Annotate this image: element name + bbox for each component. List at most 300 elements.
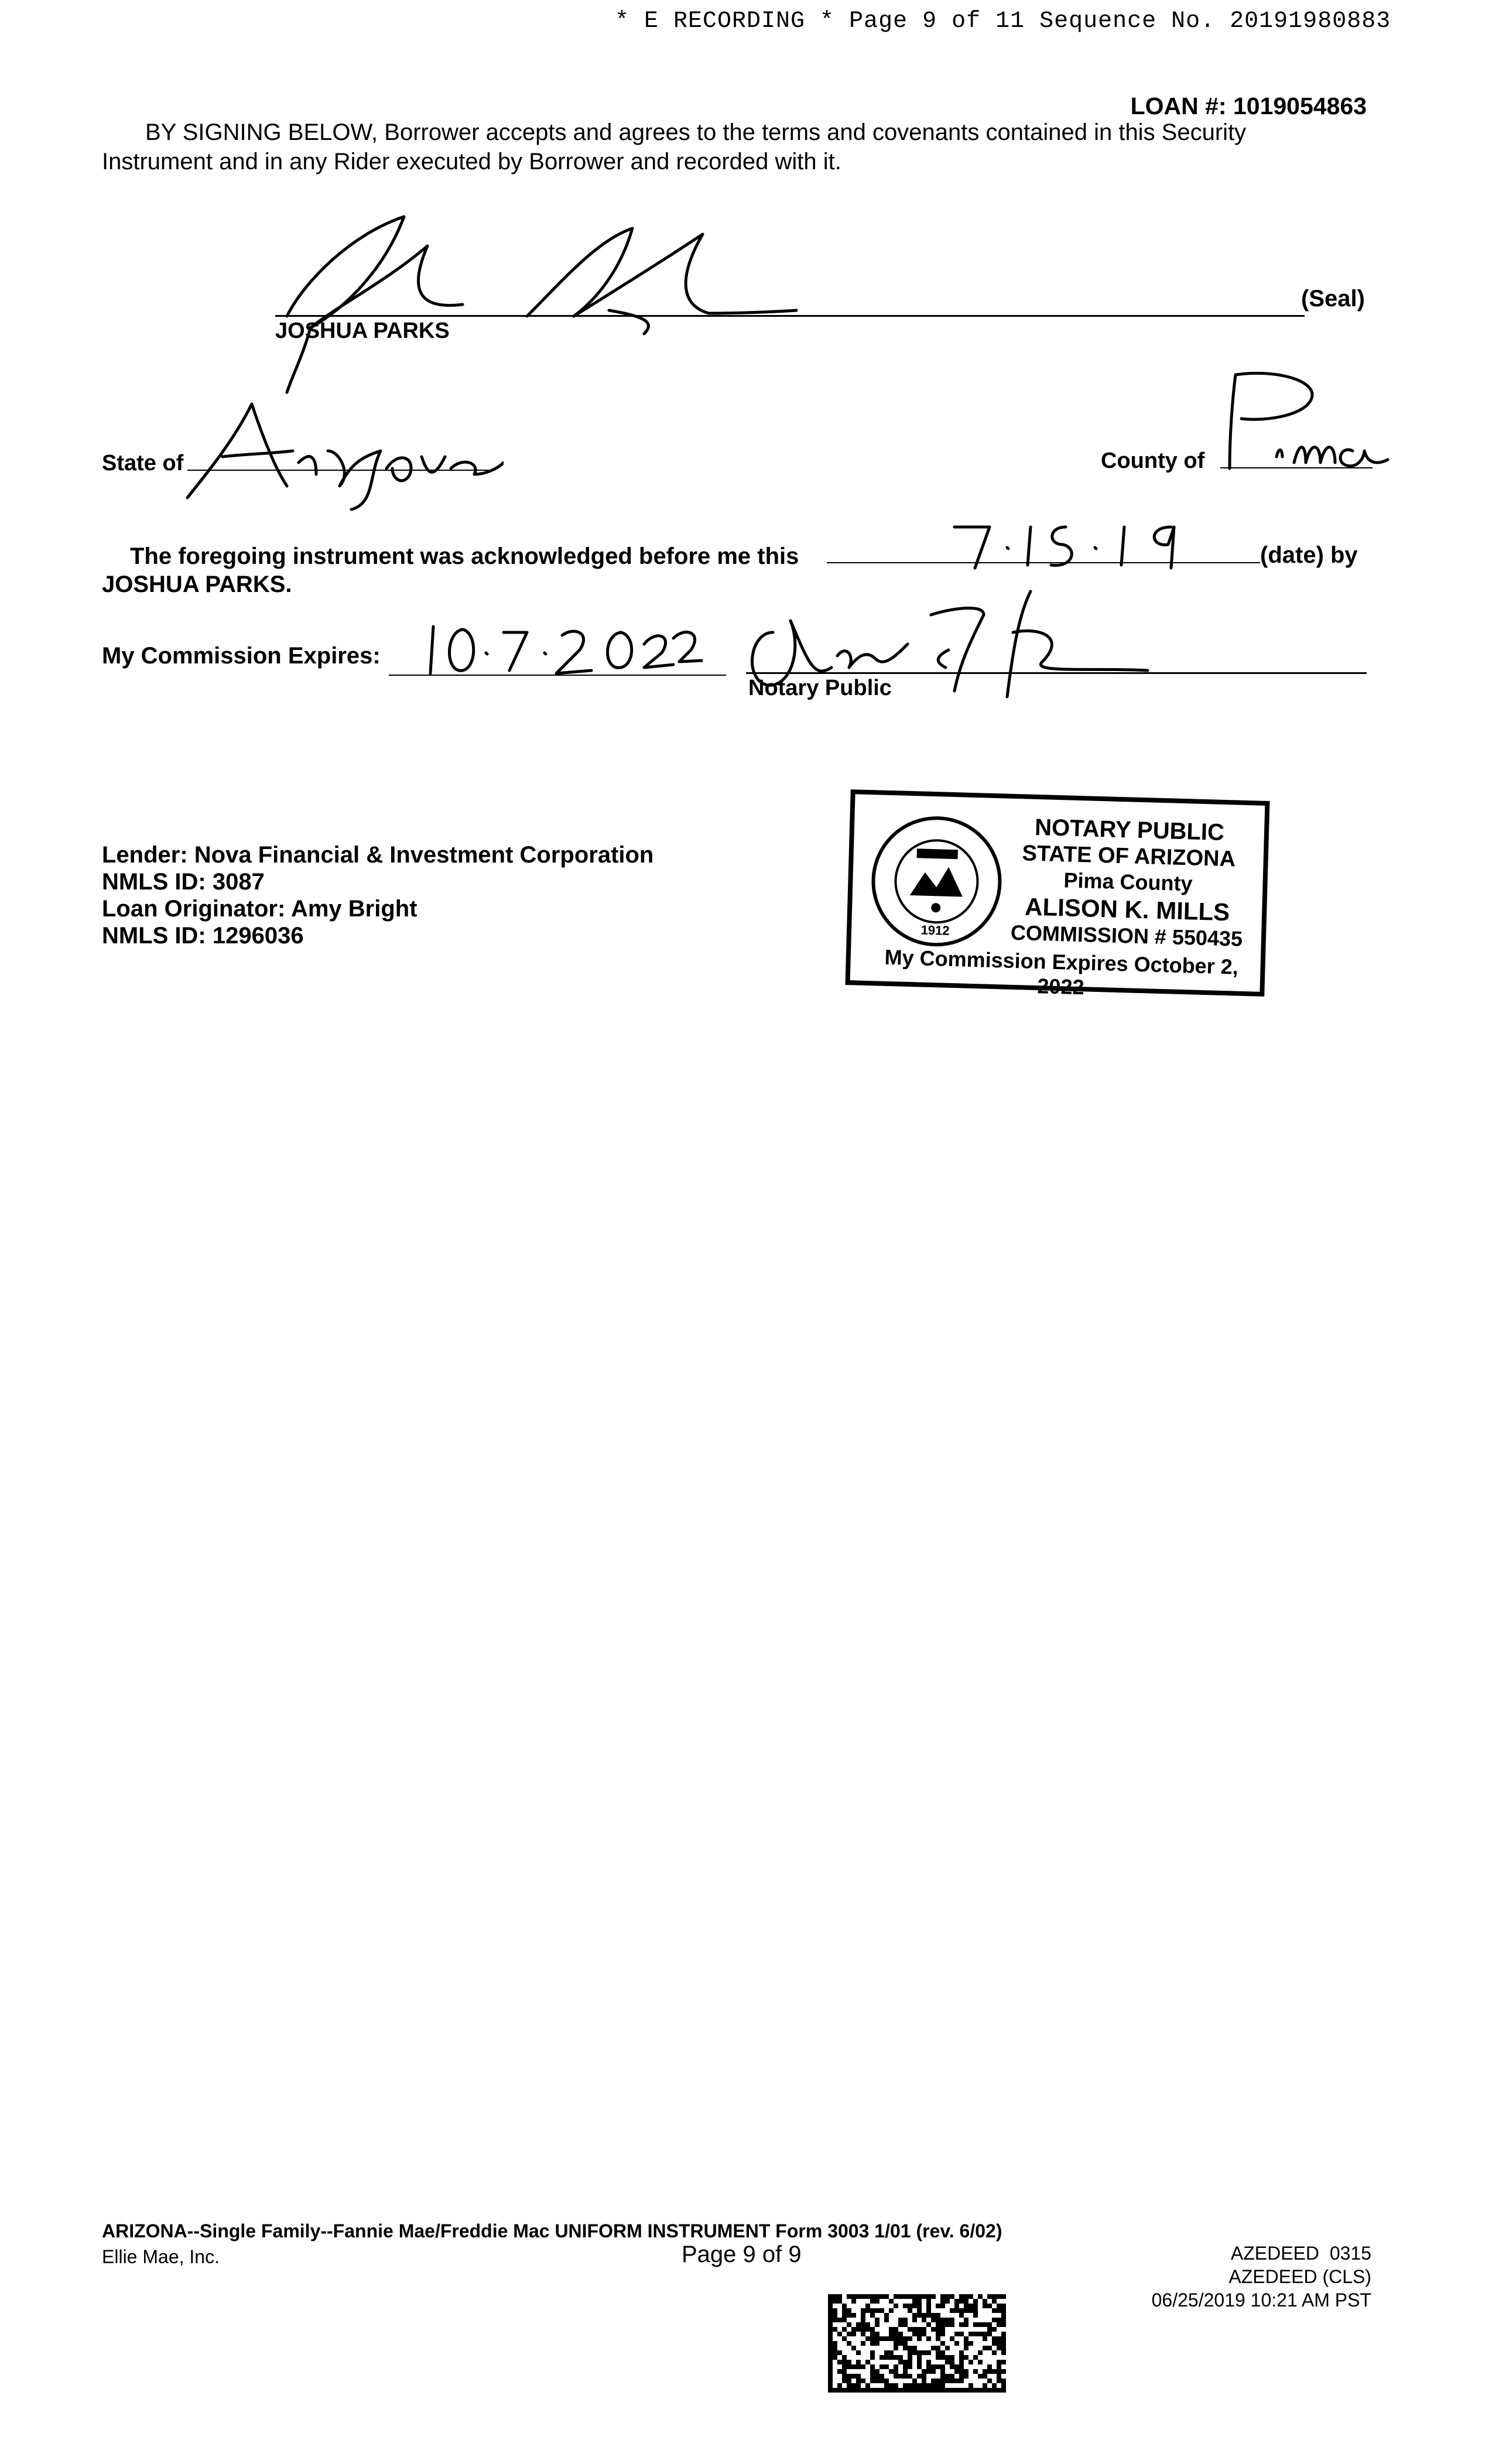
barcode-cell: [940, 2304, 945, 2308]
barcode-cell: [842, 2379, 847, 2383]
barcode-cell: [842, 2388, 847, 2393]
barcode-cell: [945, 2318, 950, 2322]
barcode-cell: [833, 2308, 837, 2313]
footer-timestamp: 06/25/2019 10:21 AM PST: [1151, 2290, 1371, 2311]
barcode-cell: [842, 2355, 847, 2360]
barcode-cell: [870, 2379, 875, 2383]
barcode-cell: [936, 2318, 940, 2322]
barcode-cell: [828, 2379, 833, 2383]
barcode-cell: [959, 2294, 964, 2299]
barcode-cell: [931, 2313, 936, 2318]
barcode-cell: [837, 2332, 842, 2336]
acknowledgment-date-handwriting: [949, 515, 1195, 574]
barcode-cell: [978, 2374, 983, 2379]
barcode-cell: [898, 2318, 903, 2322]
barcode-cell: [828, 2388, 833, 2393]
barcode-cell: [964, 2374, 968, 2379]
barcode-cell: [978, 2322, 983, 2327]
footer-code-2: AZEDEED (CLS): [1228, 2266, 1371, 2287]
barcode-cell: [983, 2388, 987, 2393]
barcode-cell: [926, 2322, 931, 2327]
barcode-cell: [973, 2332, 978, 2336]
barcode-cell: [945, 2388, 950, 2393]
barcode-cell: [870, 2294, 875, 2299]
barcode-cell: [940, 2327, 945, 2332]
barcode-cell: [940, 2318, 945, 2322]
barcode-cell: [950, 2364, 954, 2369]
barcode-cell: [879, 2355, 884, 2360]
barcode-cell: [997, 2374, 1001, 2379]
barcode-cell: [889, 2336, 894, 2341]
barcode-cell: [997, 2294, 1001, 2299]
barcode-cell: [931, 2318, 936, 2322]
barcode-cell: [851, 2346, 856, 2350]
barcode-cell: [940, 2364, 945, 2369]
barcode-cell: [842, 2364, 847, 2369]
barcode-cell: [1001, 2383, 1006, 2388]
barcode-cell: [898, 2360, 903, 2364]
2d-barcode: [828, 2294, 1006, 2394]
barcode-cell: [968, 2308, 973, 2313]
barcode-cell: [940, 2350, 945, 2355]
barcode-cell: [922, 2369, 926, 2374]
barcode-cell: [912, 2304, 917, 2308]
barcode-cell: [903, 2388, 908, 2393]
barcode-cell: [870, 2299, 875, 2304]
barcode-cell: [926, 2299, 931, 2304]
barcode-cell: [964, 2341, 968, 2346]
stamp-commission: COMMISSION # 550435: [1010, 920, 1243, 951]
barcode-cell: [917, 2313, 922, 2318]
barcode-cell: [894, 2388, 898, 2393]
barcode-cell: [912, 2313, 917, 2318]
barcode-cell: [917, 2383, 922, 2388]
barcode-cell: [870, 2369, 875, 2374]
barcode-cell: [1001, 2346, 1006, 2350]
barcode-cell: [833, 2294, 837, 2299]
barcode-cell: [879, 2388, 884, 2393]
barcode-cell: [894, 2346, 898, 2350]
barcode-cell: [912, 2294, 917, 2299]
barcode-cell: [861, 2318, 865, 2322]
barcode-cell: [936, 2379, 940, 2383]
barcode-cell: [833, 2350, 837, 2355]
barcode-cell: [903, 2336, 908, 2341]
barcode-cell: [912, 2383, 917, 2388]
barcode-cell: [865, 2327, 870, 2332]
barcode-cell: [1001, 2336, 1006, 2341]
barcode-cell: [945, 2346, 950, 2350]
barcode-cell: [926, 2388, 931, 2393]
barcode-cell: [968, 2360, 973, 2364]
barcode-cell: [987, 2364, 992, 2369]
barcode-cell: [954, 2299, 959, 2304]
barcode-cell: [903, 2364, 908, 2369]
barcode-cell: [950, 2360, 954, 2364]
acknowledgment-name: JOSHUA PARKS.: [102, 571, 292, 597]
stamp-title: NOTARY PUBLIC: [1034, 814, 1225, 846]
barcode-cell: [828, 2294, 833, 2299]
barcode-cell: [847, 2294, 851, 2299]
barcode-cell: [922, 2383, 926, 2388]
barcode-cell: [983, 2322, 987, 2327]
barcode-cell: [828, 2369, 833, 2374]
barcode-cell: [936, 2332, 940, 2336]
barcode-cell: [922, 2318, 926, 2322]
barcode-cell: [828, 2383, 833, 2388]
barcode-cell: [926, 2350, 931, 2355]
notary-stamp: [845, 789, 1269, 1000]
barcode-cell: [875, 2374, 879, 2379]
barcode-cell: [828, 2346, 833, 2350]
barcode-cell: [884, 2318, 889, 2322]
barcode-cell: [954, 2364, 959, 2369]
barcode-cell: [917, 2332, 922, 2336]
barcode-cell: [865, 2308, 870, 2313]
barcode-cell: [875, 2379, 879, 2383]
barcode-cell: [917, 2308, 922, 2313]
barcode-cell: [968, 2304, 973, 2308]
barcode-cell: [908, 2374, 912, 2379]
footer-company: Ellie Mae, Inc.: [102, 2246, 220, 2267]
barcode-cell: [959, 2332, 964, 2336]
barcode-cell: [968, 2294, 973, 2299]
barcode-cell: [861, 2308, 865, 2313]
barcode-cell: [908, 2383, 912, 2388]
barcode-cell: [851, 2332, 856, 2336]
barcode-cell: [856, 2294, 861, 2299]
barcode-cell: [884, 2294, 889, 2299]
barcode-cell: [926, 2369, 931, 2374]
barcode-cell: [973, 2322, 978, 2327]
barcode-cell: [856, 2327, 861, 2332]
barcode-cell: [936, 2355, 940, 2360]
barcode-cell: [903, 2374, 908, 2379]
barcode-cell: [931, 2327, 936, 2332]
barcode-cell: [894, 2341, 898, 2346]
barcode-cell: [992, 2327, 997, 2332]
barcode-cell: [898, 2388, 903, 2393]
barcode-cell: [997, 2336, 1001, 2341]
barcode-cell: [894, 2332, 898, 2336]
barcode-cell: [987, 2327, 992, 2332]
barcode-cell: [856, 2388, 861, 2393]
barcode-cell: [903, 2369, 908, 2374]
barcode-cell: [1001, 2379, 1006, 2383]
barcode-cell: [847, 2341, 851, 2346]
barcode-cell: [1001, 2388, 1006, 2393]
barcode-cell: [870, 2350, 875, 2355]
barcode-cell: [945, 2294, 950, 2299]
barcode-cell: [936, 2346, 940, 2350]
barcode-cell: [889, 2355, 894, 2360]
barcode-cell: [828, 2308, 833, 2313]
barcode-cell: [875, 2322, 879, 2327]
barcode-cell: [959, 2379, 964, 2383]
stamp-expires: My Commission Expires October 2, 2022: [884, 944, 1239, 1000]
barcode-cell: [884, 2388, 889, 2393]
lender-line-1: Lender: Nova Financial & Investment Corporation: [102, 842, 654, 868]
barcode-cell: [1001, 2369, 1006, 2374]
barcode-cell: [917, 2355, 922, 2360]
barcode-cell: [851, 2364, 856, 2369]
barcode-cell: [922, 2332, 926, 2336]
barcode-cell: [945, 2322, 950, 2327]
barcode-cell: [828, 2322, 833, 2327]
barcode-cell: [997, 2318, 1001, 2322]
barcode-cell: [959, 2364, 964, 2369]
barcode-cell: [1001, 2322, 1006, 2327]
barcode-cell: [903, 2318, 908, 2322]
barcode-cell: [954, 2369, 959, 2374]
barcode-cell: [968, 2383, 973, 2388]
barcode-cell: [851, 2327, 856, 2332]
barcode-cell: [898, 2322, 903, 2327]
barcode-cell: [968, 2341, 973, 2346]
barcode-cell: [917, 2388, 922, 2393]
borrower-name: JOSHUA PARKS: [275, 319, 450, 343]
barcode-cell: [842, 2313, 847, 2318]
intro-line-1: BY SIGNING BELOW, Borrower accepts and agrees to the terms and covenants contained in this Security: [145, 119, 1247, 145]
barcode-cell: [870, 2332, 875, 2336]
barcode-cell: [973, 2299, 978, 2304]
barcode-cell: [983, 2374, 987, 2379]
barcode-cell: [856, 2379, 861, 2383]
barcode-cell: [894, 2355, 898, 2360]
barcode-cell: [912, 2350, 917, 2355]
barcode-cell: [917, 2336, 922, 2341]
arizona-state-seal-icon: [867, 812, 1005, 950]
barcode-cell: [884, 2336, 889, 2341]
barcode-cell: [847, 2308, 851, 2313]
barcode-cell: [861, 2327, 865, 2332]
barcode-cell: [945, 2379, 950, 2383]
barcode-cell: [833, 2313, 837, 2318]
barcode-cell: [828, 2299, 833, 2304]
barcode-cell: [926, 2308, 931, 2313]
barcode-cell: [964, 2322, 968, 2327]
barcode-cell: [861, 2379, 865, 2383]
barcode-cell: [903, 2322, 908, 2327]
barcode-cell: [983, 2369, 987, 2374]
barcode-cell: [959, 2374, 964, 2379]
lender-line-2: NMLS ID: 3087: [102, 869, 265, 895]
barcode-cell: [875, 2336, 879, 2341]
barcode-cell: [865, 2388, 870, 2393]
barcode-cell: [884, 2313, 889, 2318]
barcode-cell: [833, 2355, 837, 2360]
barcode-cell: [936, 2327, 940, 2332]
barcode-cell: [917, 2374, 922, 2379]
barcode-cell: [870, 2336, 875, 2341]
barcode-cell: [983, 2304, 987, 2308]
stamp-county: Pima County: [1063, 868, 1193, 896]
barcode-cell: [922, 2379, 926, 2383]
barcode-cell: [894, 2304, 898, 2308]
barcode-cell: [870, 2388, 875, 2393]
barcode-cell: [898, 2374, 903, 2379]
barcode-cell: [917, 2350, 922, 2355]
barcode-cell: [997, 2304, 1001, 2308]
barcode-cell: [865, 2322, 870, 2327]
barcode-cell: [954, 2308, 959, 2313]
barcode-cell: [861, 2332, 865, 2336]
barcode-cell: [992, 2308, 997, 2313]
barcode-cell: [926, 2383, 931, 2388]
barcode-cell: [828, 2360, 833, 2364]
barcode-cell: [959, 2299, 964, 2304]
barcode-cell: [964, 2388, 968, 2393]
barcode-cell: [875, 2318, 879, 2322]
barcode-cell: [973, 2308, 978, 2313]
barcode-cell: [1001, 2318, 1006, 2322]
barcode-cell: [851, 2313, 856, 2318]
barcode-cell: [1001, 2350, 1006, 2355]
barcode-cell: [884, 2383, 889, 2388]
barcode-cell: [1001, 2341, 1006, 2346]
barcode-cell: [828, 2350, 833, 2355]
barcode-cell: [894, 2364, 898, 2369]
barcode-cell: [851, 2294, 856, 2299]
barcode-cell: [936, 2336, 940, 2341]
barcode-cell: [903, 2360, 908, 2364]
barcode-cell: [870, 2313, 875, 2318]
barcode-cell: [959, 2308, 964, 2313]
barcode-cell: [842, 2360, 847, 2364]
barcode-cell: [875, 2332, 879, 2336]
barcode-cell: [1001, 2332, 1006, 2336]
barcode-cell: [931, 2383, 936, 2388]
barcode-cell: [926, 2313, 931, 2318]
barcode-cell: [1001, 2313, 1006, 2318]
barcode-cell: [879, 2308, 884, 2313]
barcode-cell: [889, 2369, 894, 2374]
barcode-cell: [968, 2332, 973, 2336]
barcode-cell: [973, 2388, 978, 2393]
barcode-cell: [894, 2383, 898, 2388]
barcode-cell: [833, 2346, 837, 2350]
barcode-cell: [945, 2374, 950, 2379]
barcode-cell: [926, 2304, 931, 2308]
barcode-cell: [908, 2388, 912, 2393]
barcode-cell: [837, 2360, 842, 2364]
barcode-cell: [964, 2369, 968, 2374]
barcode-cell: [1001, 2304, 1006, 2308]
barcode-cell: [856, 2364, 861, 2369]
barcode-cell: [950, 2336, 954, 2341]
stamp-state: STATE OF ARIZONA: [1022, 841, 1236, 872]
barcode-cell: [856, 2350, 861, 2355]
barcode-cell: [870, 2308, 875, 2313]
barcode-cell: [889, 2308, 894, 2313]
barcode-cell: [940, 2379, 945, 2383]
barcode-cell: [894, 2369, 898, 2374]
barcode-cell: [884, 2350, 889, 2355]
barcode-cell: [847, 2360, 851, 2364]
barcode-cell: [964, 2336, 968, 2341]
barcode-cell: [837, 2383, 842, 2388]
barcode-cell: [922, 2350, 926, 2355]
barcode-cell: [1001, 2360, 1006, 2364]
barcode-cell: [968, 2388, 973, 2393]
barcode-cell: [865, 2294, 870, 2299]
state-label: State of: [102, 451, 184, 475]
barcode-cell: [926, 2364, 931, 2369]
county-label: County of: [1101, 449, 1205, 473]
barcode-cell: [987, 2369, 992, 2374]
footer-code-1: AZEDEED 0315: [1230, 2243, 1371, 2264]
barcode-cell: [917, 2364, 922, 2369]
barcode-cell: [950, 2374, 954, 2379]
barcode-cell: [978, 2388, 983, 2393]
barcode-cell: [875, 2388, 879, 2393]
barcode-cell: [964, 2294, 968, 2299]
barcode-cell: [997, 2369, 1001, 2374]
barcode-cell: [959, 2350, 964, 2355]
barcode-cell: [870, 2374, 875, 2379]
barcode-cell: [922, 2294, 926, 2299]
barcode-cell: [922, 2374, 926, 2379]
barcode-cell: [870, 2327, 875, 2332]
barcode-cell: [1001, 2294, 1006, 2299]
barcode-cell: [847, 2332, 851, 2336]
barcode-cell: [959, 2369, 964, 2374]
barcode-cell: [936, 2364, 940, 2369]
barcode-cell: [842, 2318, 847, 2322]
barcode-cell: [912, 2379, 917, 2383]
barcode-cell: [978, 2350, 983, 2355]
barcode-cell: [992, 2318, 997, 2322]
barcode-cell: [940, 2369, 945, 2374]
barcode-cell: [847, 2388, 851, 2393]
barcode-cell: [992, 2294, 997, 2299]
barcode-cell: [861, 2294, 865, 2299]
barcode-cell: [847, 2313, 851, 2318]
barcode-cell: [908, 2294, 912, 2299]
barcode-cell: [940, 2383, 945, 2388]
barcode-cell: [926, 2360, 931, 2364]
footer-page: Page 9 of 9: [682, 2241, 802, 2267]
barcode-cell: [987, 2294, 992, 2299]
barcode-cell: [837, 2294, 842, 2299]
barcode-cell: [940, 2341, 945, 2346]
barcode-cell: [865, 2304, 870, 2308]
barcode-cell: [879, 2336, 884, 2341]
state-handwriting: [176, 386, 504, 515]
barcode-cell: [997, 2308, 1001, 2313]
barcode-cell: [978, 2360, 983, 2364]
barcode-cell: [936, 2322, 940, 2327]
barcode-cell: [978, 2294, 983, 2299]
barcode-cell: [983, 2299, 987, 2304]
barcode-cell: [908, 2327, 912, 2332]
barcode-cell: [940, 2355, 945, 2360]
barcode-cell: [870, 2341, 875, 2346]
barcode-cell: [908, 2308, 912, 2313]
barcode-cell: [856, 2322, 861, 2327]
barcode-cell: [833, 2318, 837, 2322]
acknowledgment-date-suffix: (date) by: [1260, 542, 1358, 568]
barcode-cell: [856, 2374, 861, 2379]
barcode-cell: [940, 2374, 945, 2379]
barcode-cell: [875, 2294, 879, 2299]
barcode-cell: [898, 2332, 903, 2336]
barcode-cell: [950, 2355, 954, 2360]
barcode-cell: [842, 2374, 847, 2379]
recording-header: * E RECORDING * Page 9 of 11 Sequence No. 20191980883: [615, 8, 1391, 35]
barcode-cell: [833, 2341, 837, 2346]
barcode-cell: [978, 2332, 983, 2336]
